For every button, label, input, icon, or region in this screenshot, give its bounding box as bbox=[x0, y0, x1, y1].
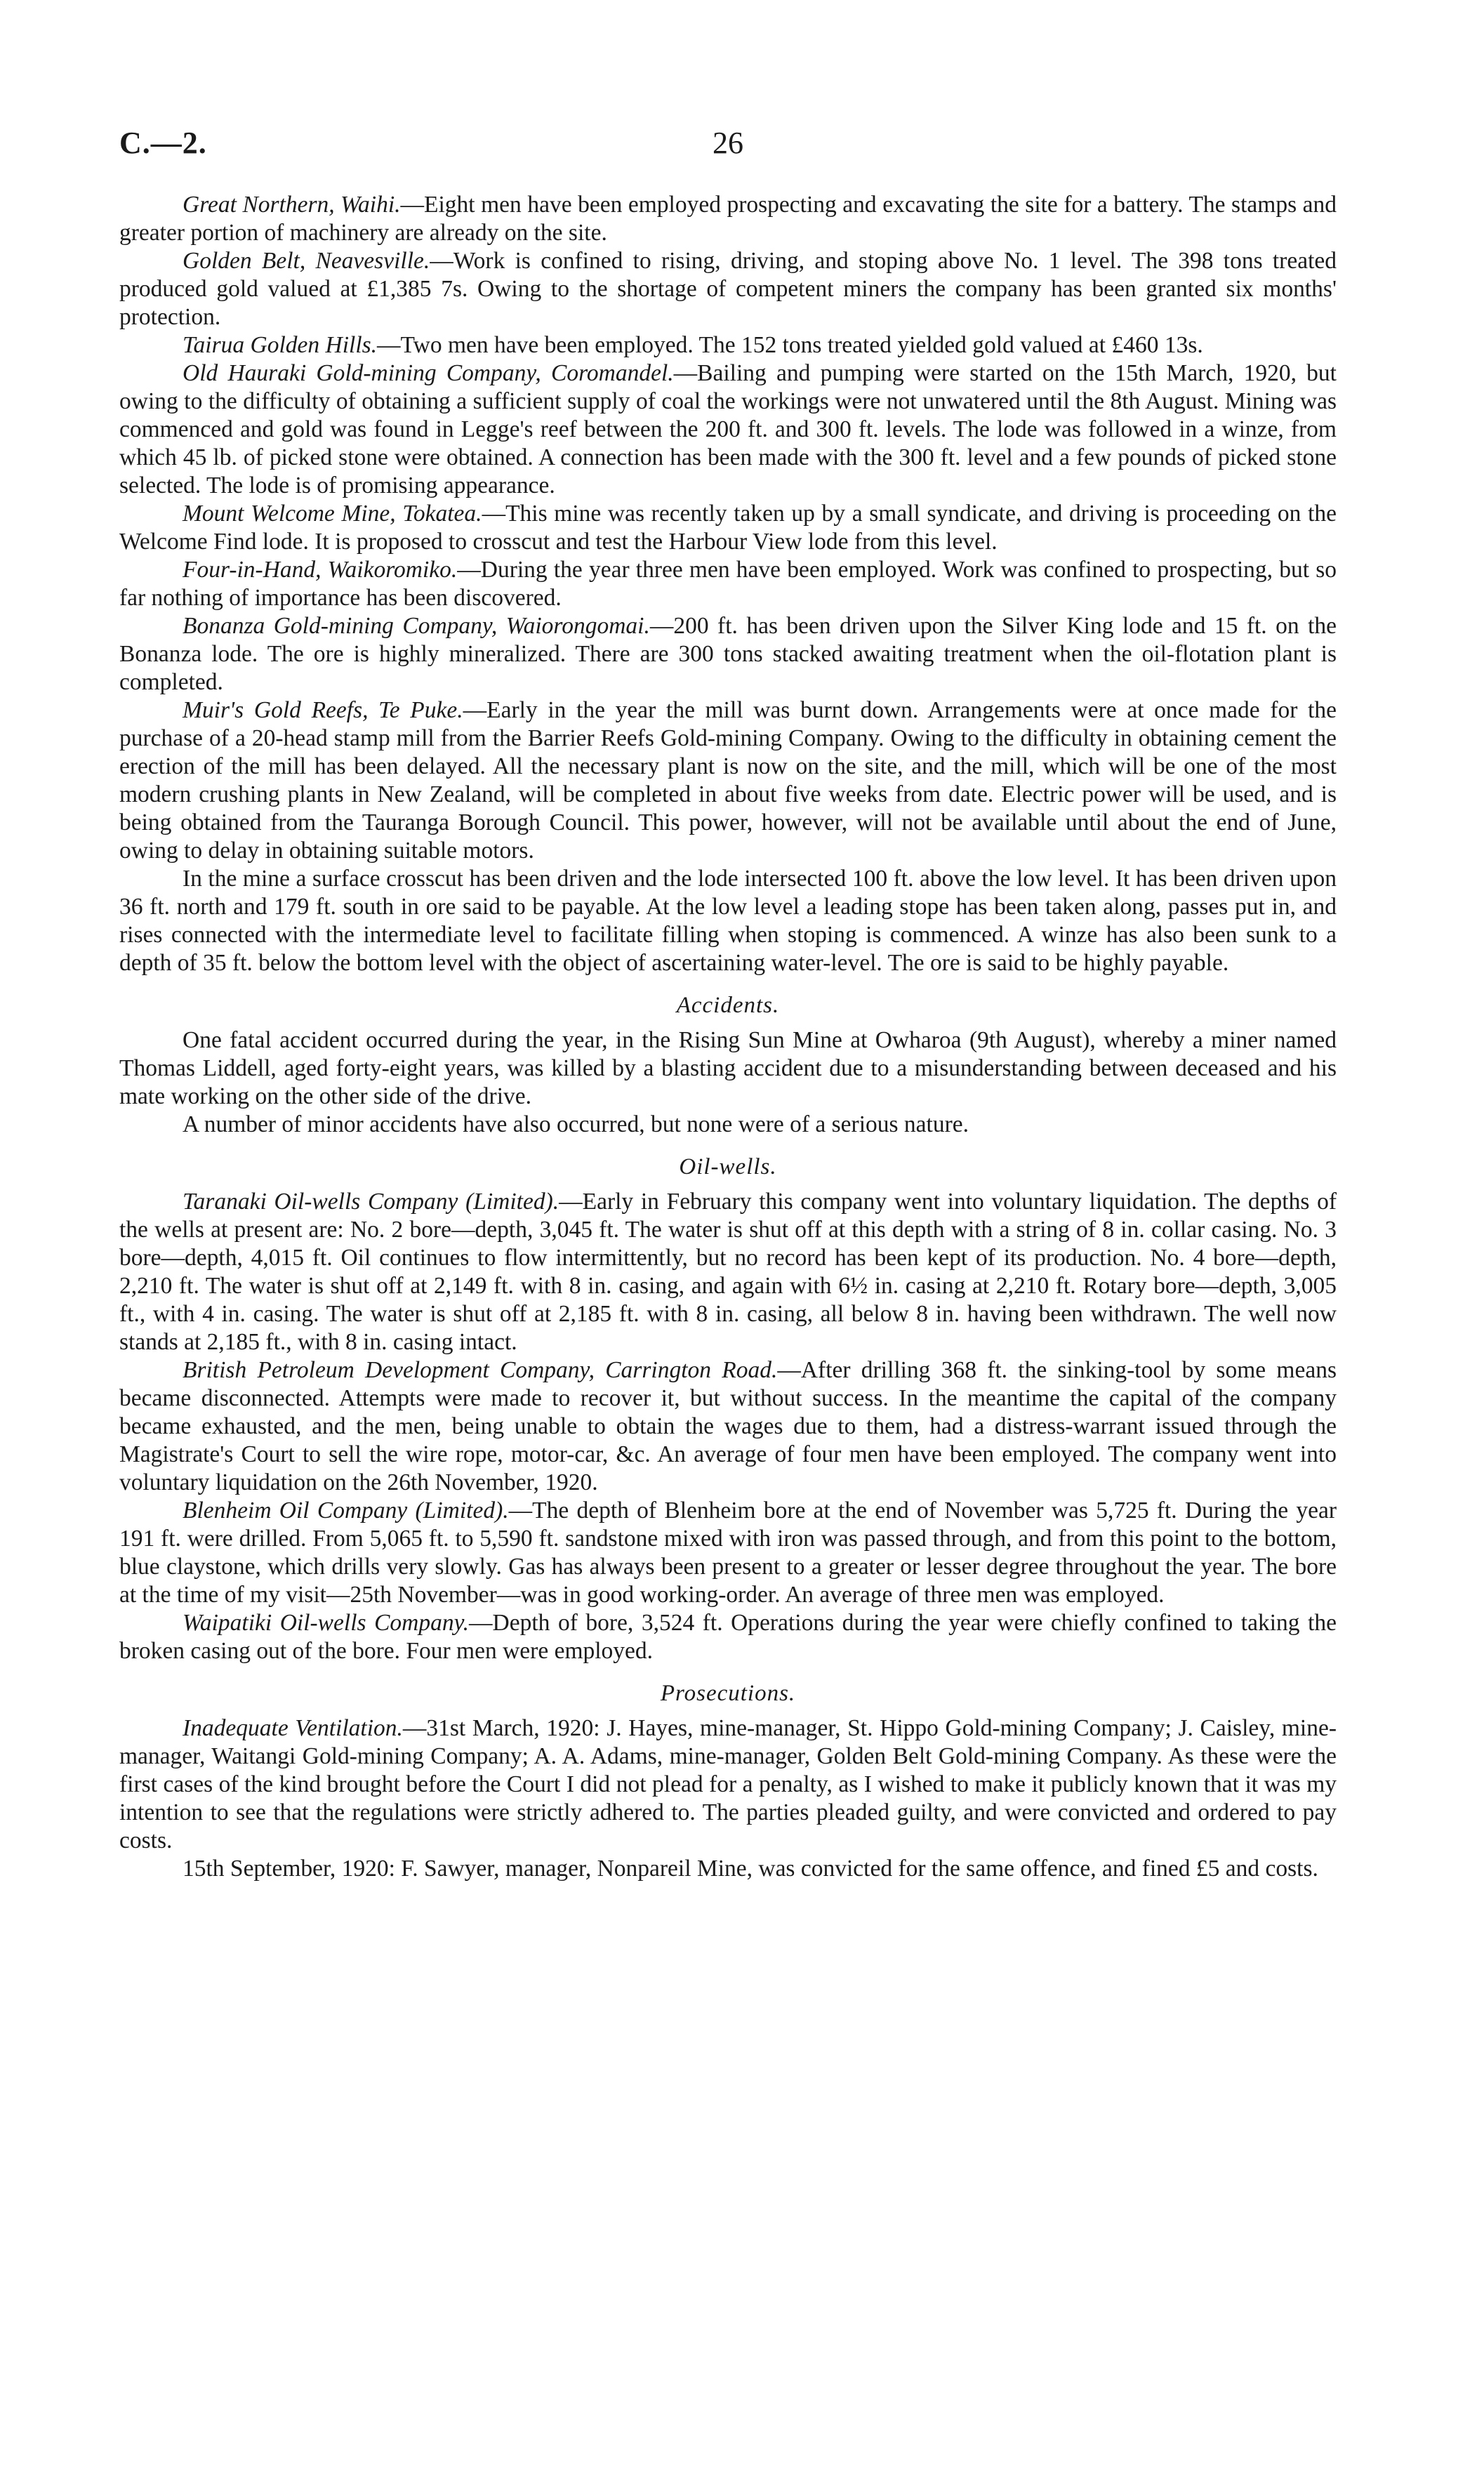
document-reference: C.—2. bbox=[119, 126, 207, 160]
paragraph-text: —After drilling 368 ft. the sinking-tool by some means became disconnected. Attempts were made to recover it, but without success. In the meantime the capital of the company became exhausted, and the men, being unable to obtain the wages due to them, had a distress-warrant issued through the Magistrate's Court to sell the wire rope, motor-car, &c. An average of four men have been employed. The company went into voluntary liquidation on the 26th November, 1920. bbox=[119, 1357, 1337, 1495]
paragraph-text: —Early in February this company went into voluntary liquidation. The depths of the wells at present are: No. 2 bore—depth, 3,045 ft. The water is shut off at this depth with a string of 8 in. collar casing. No. 3 bore—depth, 4,015 ft. Oil continues to flow intermittently, but no record has been kept of its production. No. 4 bore—depth, 2,210 ft. The water is shut off at 2,149 ft. with 8 in. casing, and again with 6½ in. casing at 2,210 ft. Rotary bore—depth, 3,005 ft., with 4 in. casing. The water is shut off at 2,185 ft. with 8 in. casing, all below 8 in. having been withdrawn. The well now stands at 2,185 ft., with 8 in. casing intact. bbox=[119, 1189, 1337, 1355]
paragraph-title: Golden Belt, Neavesville. bbox=[183, 248, 430, 274]
paragraph-four-in-hand bbox=[119, 556, 1337, 612]
paragraph-text: —Early in the year the mill was burnt down. Arrangements were at once made for the purchase of a 20-head stamp mill from the Barrier Reefs Gold-mining Company. Owing to the difficulty in obtaining cement the erection of the mill has been delayed. All the necessary plant is now on the site, and the mill, which will be one of the most modern crushing plants in New Zealand, will be completed in about five weeks from date. Electric power will be used, and is being obtained from the Tauranga Borough Council. This power, however, will not be available until about the end of June, owing to delay in obtaining suitable motors. bbox=[119, 697, 1337, 864]
paragraph-fatal-accident: One fatal accident occurred during the year, in the Rising Sun Mine at Owharoa (9th August), whereby a miner named Thomas Liddell, aged forty-eight years, was killed by a blasting accident due to a misunderstanding between deceased and his mate working on the other side of the drive. bbox=[119, 1027, 1337, 1109]
paragraph-title: Muir's Gold Reefs, Te Puke. bbox=[183, 697, 463, 723]
paragraph-text: —Bailing and pumping were started on the 15th March, 1920, but owing to the difficulty of obtaining a sufficient supply of coal the workings were not unwatered until the 8th August. Mining was commenced and gold was found in Legge's reef between the 200 ft. and 300 ft. levels. The lode was followed in a winze, from which 45 lb. of picked stone were obtained. A connection has been made with the 300 ft. level and a few pounds of picked stone selected. The lode is of promising appearance. bbox=[119, 360, 1337, 498]
paragraph-title: Bonanza Gold-mining Company, Waiorongomai. bbox=[183, 613, 650, 639]
paragraph-title: Waipatiki Oil-wells Company. bbox=[183, 1610, 470, 1636]
paragraph-taranaki bbox=[119, 1188, 1337, 1356]
paragraph-text: —The depth of Blenheim bore at the end of November was 5,725 ft. During the year 191 ft. were drilled. From 5,065 ft. to 5,590 ft. sandstone mixed with iron was passed through, and from this point to the bottom, blue claystone, which drills very slowly. Gas has always been present to a greater or lesser degree throughout the year. The bore at the time of my visit—25th November—was in good working-order. An average of three men was employed. bbox=[119, 1498, 1337, 1608]
paragraph-title: Mount Welcome Mine, Tokatea. bbox=[183, 501, 482, 527]
paragraph-tairua bbox=[119, 331, 1337, 359]
paragraph-title: Old Hauraki Gold-mining Company, Coromandel. bbox=[183, 360, 674, 386]
page-number: 26 bbox=[713, 126, 743, 160]
paragraph-text: —Work is confined to rising, driving, and stoping above No. 1 level. The 398 tons treated produced gold valued at £1,385 7s. Owing to the shortage of competent miners the company has been granted six months' protection. bbox=[119, 248, 1337, 330]
paragraph-text: —200 ft. has been driven upon the Silver King lode and 15 ft. on the Bonanza lode. The ore is highly mineralized. There are 300 tons stacked awaiting treatment when the oil-flotation plant is completed. bbox=[119, 613, 1337, 695]
paragraph-text: —During the year three men have been employed. Work was confined to prospecting, but so far nothing of importance has been discovered. bbox=[119, 557, 1337, 611]
paragraph-text: 15th September, 1920: F. Sawyer, manager, Nonpareil Mine, was convicted for the same offence, and fined £5 and costs. bbox=[183, 1856, 1318, 1882]
paragraph-inadequate-ventilation bbox=[119, 1714, 1337, 1855]
section-heading-prosecutions: Prosecutions. bbox=[660, 1681, 796, 1706]
paragraph-title: Tairua Golden Hills. bbox=[183, 332, 378, 358]
paragraph-bonanza bbox=[119, 612, 1337, 696]
paragraph-title: Inadequate Ventilation. bbox=[183, 1715, 403, 1741]
paragraph-title: British Petroleum Development Company, Carrington Road. bbox=[183, 1357, 778, 1383]
paragraph-text: —This mine was recently taken up by a small syndicate, and driving is proceeding on the Welcome Find lode. It is proposed to crosscut and test the Harbour View lode from this level. bbox=[119, 501, 1337, 555]
paragraph-muirs bbox=[119, 696, 1337, 865]
paragraph-text: —Eight men have been employed prospecting and excavating the site for a battery. The stamps and greater portion of machinery are already on the site. bbox=[119, 192, 1337, 246]
paragraph-text: In the mine a surface crosscut has been driven and the lode intersected 100 ft. above the low level. It has been driven upon 36 ft. north and 179 ft. south in ore said to be payable. At the low level a leading stope has been taken along, passes put in, and rises connected with the intermediate level to facilitate filling when stoping is commenced. A winze has also been sunk to a depth of 35 ft. below the bottom level with the object of ascertaining water-level. The ore is said to be highly payable. bbox=[119, 866, 1337, 976]
paragraph-text: —Two men have been employed. The 152 tons treated yielded gold valued at £460 13s. bbox=[377, 332, 1203, 358]
paragraph-great-northern bbox=[119, 191, 1337, 247]
paragraph-old-hauraki bbox=[119, 359, 1337, 500]
paragraph-golden-belt bbox=[119, 247, 1337, 331]
paragraph-title: Great Northern, Waihi. bbox=[183, 192, 401, 218]
paragraph-text: —31st March, 1920: J. Hayes, mine-manager, St. Hippo Gold-mining Company; J. Caisley, mine-manager, Waitangi Gold-mining Company; A. A. Adams, mine-manager, Golden Belt Gold-mining Company. As these were the first cases of the kind brought before the Court I did not plead for a penalty, as I wished to make it publicly known that it was my intention to see that the regulations were strictly adhered to. The parties pleaded guilty, and were convicted and ordered to pay costs. bbox=[119, 1715, 1337, 1853]
paragraph-text: —Depth of bore, 3,524 ft. Operations during the year were chiefly confined to taking the broken casing out of the bore. Four men were employed. bbox=[119, 1610, 1337, 1664]
paragraph-title: Four-in-Hand, Waikoromiko. bbox=[183, 557, 458, 583]
section-heading-oil-wells: Oil-wells. bbox=[679, 1154, 777, 1179]
paragraph-title: Blenheim Oil Company (Limited). bbox=[183, 1498, 509, 1523]
paragraph-minor-accidents: A number of minor accidents have also occurred, but none were of a serious nature. bbox=[183, 1111, 969, 1137]
page-header bbox=[119, 125, 1337, 174]
paragraph-british-petroleum bbox=[119, 1356, 1337, 1497]
paragraph-blenheim bbox=[119, 1497, 1337, 1609]
paragraph-title: Taranaki Oil-wells Company (Limited). bbox=[183, 1189, 559, 1215]
paragraph-mount-welcome bbox=[119, 500, 1337, 556]
paragraph-waipatiki bbox=[119, 1609, 1337, 1665]
body-text bbox=[119, 191, 1337, 1883]
section-heading-accidents: Accidents. bbox=[676, 993, 780, 1018]
paragraph-muirs-mine bbox=[119, 865, 1337, 977]
paragraph-sawyer-conviction bbox=[119, 1855, 1337, 1883]
